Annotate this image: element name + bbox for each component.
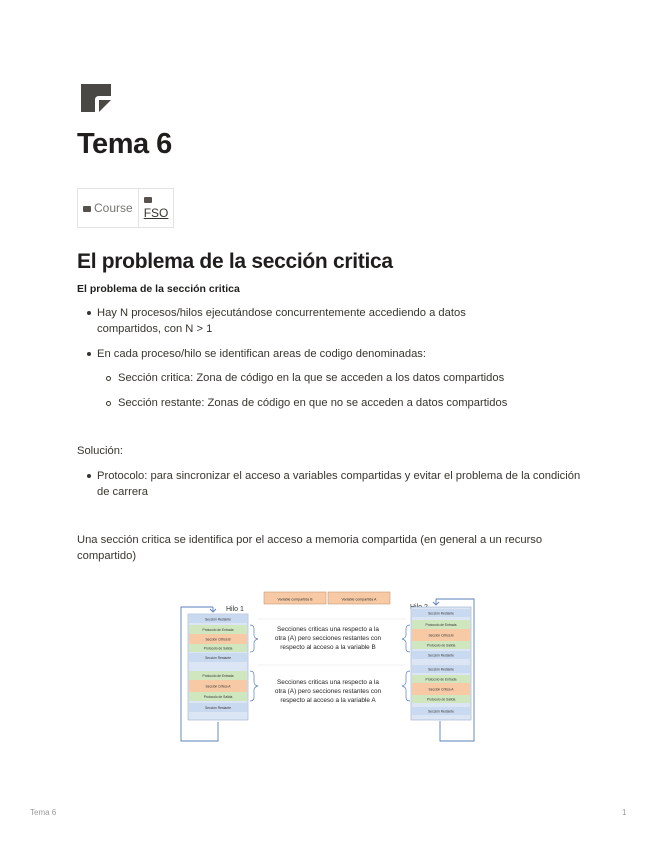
sub-list-item: Sección restante: Zonas de código en que no se acceden a datos compartidos (118, 397, 508, 409)
property-value[interactable] (138, 189, 174, 228)
bullet-ring (106, 376, 111, 381)
bullet-dot (87, 474, 91, 478)
thread1-brace-a (250, 671, 258, 701)
thread1-label: Hilo 1 (226, 606, 244, 613)
course-link[interactable]: FSO (143, 206, 169, 220)
bullet-dot (87, 311, 91, 315)
thread2-brace-a (402, 671, 410, 701)
explanation-b-line: respecto al acceso a la variable B (280, 644, 376, 651)
bullet-ring (106, 401, 111, 406)
thread2-block-label: Sección Restante (428, 709, 454, 714)
section-subheading: El problema de la sección critica (77, 283, 240, 295)
thread2-block-label: Protocolo de Entrada (425, 623, 457, 627)
shared-variable-b-label: Variable compartida B (277, 597, 313, 602)
thread1-block-label: Sección Restante (205, 656, 231, 660)
footer-title: Tema 6 (30, 808, 57, 817)
thread1-block-label: Protocolo de Salida (203, 695, 233, 699)
book-icon (144, 197, 152, 203)
explanation-a-line: respecto al acceso a la variable A (280, 697, 376, 704)
thread1-block-label: Sección Restante (205, 706, 231, 710)
closing-paragraph: Una sección critica se identifica por el acceso a memoria compartida (en general a un recurso compartido) (77, 534, 543, 562)
book-icon (83, 206, 91, 212)
list-item: En cada proceso/hilo se identifican areas de codigo denominadas: (97, 348, 427, 360)
list-item: Protocolo: para sincronizar el acceso a variables compartidas y evitar el problema de la condición de carrera (97, 470, 581, 498)
thread2-block-label: Sección Restante (428, 667, 454, 672)
thread2-block-label: Sección Critica A (428, 687, 454, 692)
sub-list-item: Sección critica: Zona de código en la que se acceden a los datos compartidos (118, 372, 505, 384)
explanation-b-line: Secciones criticas una respecto a la (277, 626, 379, 633)
section-heading: El problema de la sección critica (77, 250, 393, 273)
property-key (78, 189, 139, 228)
explanation-b-line: otra (A) pero secciones restantes con (274, 635, 382, 642)
thread1-block-label: Protocolo de Salida (203, 646, 233, 651)
thread1-arrow-head (210, 607, 216, 612)
thread2-brace-b (402, 625, 410, 652)
thread2-block-label: Protocolo de Salida (426, 697, 456, 702)
thread2-block-label: Protocolo de Salida (426, 643, 456, 648)
thread1-block-label: Protocolo de Entrada (202, 674, 234, 678)
page-title: Tema 6 (77, 128, 172, 160)
thread1-block-label: Protocolo de Entrada (202, 628, 234, 632)
thread2-arrow-head (433, 599, 439, 605)
solution-label: Solución: (77, 445, 124, 457)
critical-section-diagram (178, 587, 478, 745)
bullet-dot (87, 352, 91, 356)
thread1-brace-b (250, 625, 258, 652)
thread1-block-label: Sección Critica A (205, 684, 231, 689)
thread2-block-label: Protocolo de Entrada (425, 677, 457, 682)
explanation-a-line: otra (A) pero secciones restantes con (274, 688, 382, 695)
property-key-label: Course (94, 201, 133, 215)
thread1-block-label: Sección Restante (205, 617, 231, 622)
footer-page-number: 1 (622, 808, 627, 817)
list-item: Hay N procesos/hilos ejecutándose concurrentemente accediendo a datos compartidos, con N > 1 (97, 307, 466, 335)
thread2-block-label: Sección Critica B (428, 633, 454, 638)
shared-variable-a-label: Variable compartida A (341, 597, 377, 602)
thread2-block-label: Sección Restante (428, 653, 454, 658)
note-page-icon (81, 84, 115, 112)
explanation-a-line: Secciones criticas una respecto a la (277, 679, 379, 686)
thread1-block-label: Sección Critica B (205, 637, 231, 642)
thread2-block-label: Sección Restante (428, 611, 454, 616)
properties-table (77, 188, 174, 228)
